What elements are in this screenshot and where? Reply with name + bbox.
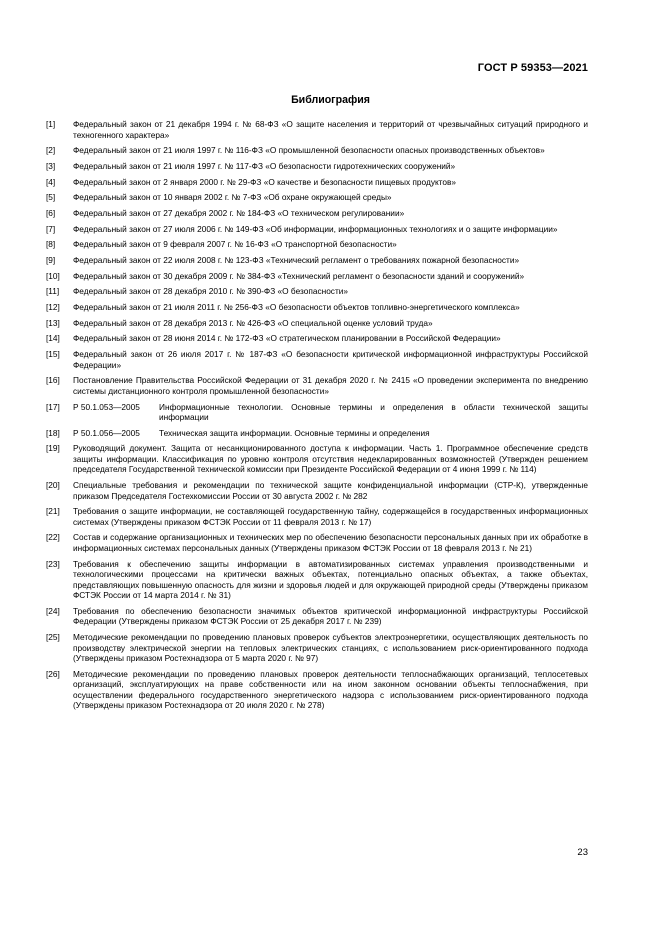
- entry-text: Федеральный закон от 28 декабря 2010 г. № 390-ФЗ «О безопасности»: [73, 286, 348, 297]
- entry-text: Информационные технологии. Основные термины и определения в области технической защиты информации: [159, 401, 588, 422]
- bibliography-entry: [46, 255, 588, 266]
- bibliography-entry: [46, 239, 588, 250]
- entry-number: [20]: [46, 480, 60, 491]
- bibliography-entry: [46, 375, 588, 396]
- entry-number: [1]: [46, 119, 56, 129]
- entry-text: Федеральный закон от 9 февраля 2007 г. № 16-ФЗ «О транспортной безопасности»: [73, 239, 397, 250]
- bibliography-entry: [46, 606, 588, 627]
- entry-text: Методические рекомендации по проведению плановых проверок деятельности теплоснабжающих организаций, теплосетевых организаций, эксплуатирующих на праве собственности или на ином законном основании объекты теплоснабжения, при осуществлении федерального государственного энергетического надзора с использованием риск-ориентированного подхода (Утверждены приказом Ростехнадзора от 20 июля 2020 г. № 278): [73, 668, 588, 711]
- bibliography-entry: [46, 559, 588, 601]
- entry-number: [26]: [46, 668, 60, 679]
- entry-text: Специальные требования и рекомендации по технической защите конфиденциальной информации (СТР-К), утвержденные приказом Председателя Гостехкомиссии России от 30 августа 2002 г. № 282: [73, 480, 588, 501]
- bibliography-entry: [46, 480, 588, 501]
- entry-number: [2]: [46, 145, 56, 156]
- entry-text: Федеральный закон от 2 января 2000 г. № 29-ФЗ «О качестве и безопасности пищевых продуктов»: [73, 176, 457, 187]
- entry-text: Состав и содержание организационных и технических мер по обеспечению безопасности персональных данных при их обработке в информационных системах персональных данных (Утверждены приказом ФСТЭК России от 18 февраля 2013 г. № 21): [73, 532, 588, 553]
- entry-text: Федеральный закон от 21 июля 2011 г. № 256-ФЗ «О безопасности объектов топливно-энергетического комплекса»: [73, 302, 520, 313]
- bibliography-entry: [46, 402, 588, 423]
- entry-text: Федеральный закон от 10 января 2002 г. № 7-ФЗ «Об охране окружающей среды»: [73, 192, 392, 203]
- bibliography-entry: [46, 161, 588, 172]
- entry-number: [11]: [46, 286, 60, 297]
- entry-text: Методические рекомендации по проведению плановых проверок субъектов электроэнергетики, осуществляющих деятельность по производству электрической энергии на тепловых электрических станциях, с использованием риск-ориентированного подхода (Утверждены приказом Ростехнадзора от 5 марта 2020 г. № 97): [73, 632, 588, 663]
- entry-number: [9]: [46, 255, 56, 265]
- entry-number: [8]: [46, 239, 56, 250]
- bibliography-entry: [46, 271, 588, 282]
- entry-body: [73, 402, 588, 423]
- bibliography-entry: [46, 208, 588, 219]
- entry-text: Федеральный закон от 21 декабря 1994 г. № 68-ФЗ «О защите населения и территорий от чрезвычайных ситуаций природного и техногенного характера»: [73, 119, 588, 140]
- entry-text: Федеральный закон от 27 декабря 2002 г. № 184-ФЗ «О техническом регулировании»: [73, 207, 405, 218]
- entry-number: [6]: [46, 207, 56, 218]
- entry-text: Требования о защите информации, не составляющей государственную тайну, содержащейся в государственных информационных системах (Утверждены приказом ФСТЭК России от 11 февраля 2013 г. № 17): [73, 506, 588, 527]
- entry-number: [15]: [46, 349, 60, 360]
- entry-body: [73, 428, 588, 439]
- entry-number: [4]: [46, 176, 56, 187]
- entry-text: Требования по обеспечению безопасности значимых объектов критической информационной инфраструктуры Российской Федерации (Утверждены приказом ФСТЭК России от 25 декабря 2017 г. № 239): [73, 605, 588, 627]
- entry-text: Техническая защита информации. Основные термины и определения: [159, 427, 430, 438]
- entry-number: [5]: [46, 192, 56, 203]
- entry-text: Федеральный закон от 27 июля 2006 г. № 149-ФЗ «Об информации, информационных технологиях и о защите информации»: [73, 223, 558, 234]
- entry-number: [7]: [46, 223, 56, 234]
- bibliography-entry: [46, 333, 588, 344]
- bibliography-entry: [46, 286, 588, 297]
- document-id: ГОСТ Р 59353—2021: [477, 62, 588, 74]
- bibliography-entry: [46, 349, 588, 370]
- entry-number: [18]: [46, 427, 60, 438]
- bibliography-entry: [46, 428, 588, 439]
- entry-number: [12]: [46, 302, 60, 313]
- entry-number: [23]: [46, 558, 60, 569]
- entry-text: Федеральный закон от 30 декабря 2009 г. № 384-ФЗ «Технический регламент о безопасности зданий и сооружений»: [73, 270, 525, 281]
- entry-number: [14]: [46, 333, 60, 344]
- entry-text: Федеральный закон от 22 июля 2008 г. № 123-ФЗ «Технический регламент о требованиях пожарной безопасности»: [73, 255, 520, 265]
- bibliography-entry: [46, 192, 588, 203]
- entry-text: Федеральный закон от 26 июля 2017 г. № 187-ФЗ «О безопасности критической информационной инфраструктуры Российской Федерации»: [73, 349, 588, 370]
- bibliography-entry: [46, 318, 588, 329]
- page-number: 23: [577, 847, 588, 858]
- section-title: Библиография: [291, 94, 370, 106]
- entry-text: Федеральный закон от 21 июля 1997 г. № 117-ФЗ «О безопасности гидротехнических сооружений»: [73, 160, 456, 171]
- entry-number: [17]: [46, 401, 60, 412]
- bibliography-entry: [46, 632, 588, 664]
- bibliography-list: [46, 119, 588, 716]
- entry-number: [19]: [46, 443, 60, 454]
- entry-number: [22]: [46, 532, 60, 543]
- bibliography-entry: [46, 669, 588, 711]
- entry-number: [21]: [46, 506, 60, 517]
- entry-number: [13]: [46, 317, 60, 328]
- entry-text: Федеральный закон от 21 июля 1997 г. № 116-ФЗ «О промышленной безопасности опасных производственных объектов»: [73, 145, 545, 156]
- bibliography-entry: [46, 177, 588, 188]
- bibliography-entry: [46, 443, 588, 475]
- entry-text: Федеральный закон от 28 декабря 2013 г. № 426-ФЗ «О специальной оценке условий труда»: [73, 317, 433, 328]
- entry-code: Р 50.1.053—2005: [73, 401, 140, 412]
- bibliography-entry: [46, 302, 588, 313]
- entry-text: Постановление Правительства Российской Федерации от 31 декабря 2020 г. № 2415 «О проведении эксперимента по внедрению системы дистанционного контроля промышленной безопасности»: [73, 375, 588, 396]
- bibliography-entry: [46, 119, 588, 140]
- entry-number: [3]: [46, 160, 56, 171]
- entry-text: Руководящий документ. Защита от несанкционированного доступа к информации. Часть 1. Программное обеспечение средств защиты информации. Классификация по уровню контроля отсутствия недекларированных возможностей (Утвержден решением председателя Государственной технической комиссии при Президенте Российской Федерации от 4 июня 1999 г. № 114): [73, 443, 588, 475]
- entry-text: Требования к обеспечению защиты информации в автоматизированных системах управления производственными и технологическими процессами на критически важных объектах, потенциально опасных объектах, а также объектах, представляющих повышенную опасность для жизни и здоровья людей и для окружающей природной среды (Утверждены приказом ФСТЭК России от 14 марта 2014 г. № 31): [73, 558, 588, 601]
- entry-number: [10]: [46, 270, 60, 281]
- bibliography-entry: [46, 506, 588, 527]
- bibliography-entry: [46, 532, 588, 553]
- bibliography-entry: [46, 224, 588, 235]
- bibliography-entry: [46, 145, 588, 156]
- entry-number: [24]: [46, 605, 60, 616]
- entry-text: Федеральный закон от 28 июня 2014 г. № 172-ФЗ «О стратегическом планировании в Российской Федерации»: [73, 333, 501, 344]
- entry-code: Р 50.1.056—2005: [73, 427, 140, 438]
- entry-number: [25]: [46, 632, 60, 642]
- entry-number: [16]: [46, 375, 60, 386]
